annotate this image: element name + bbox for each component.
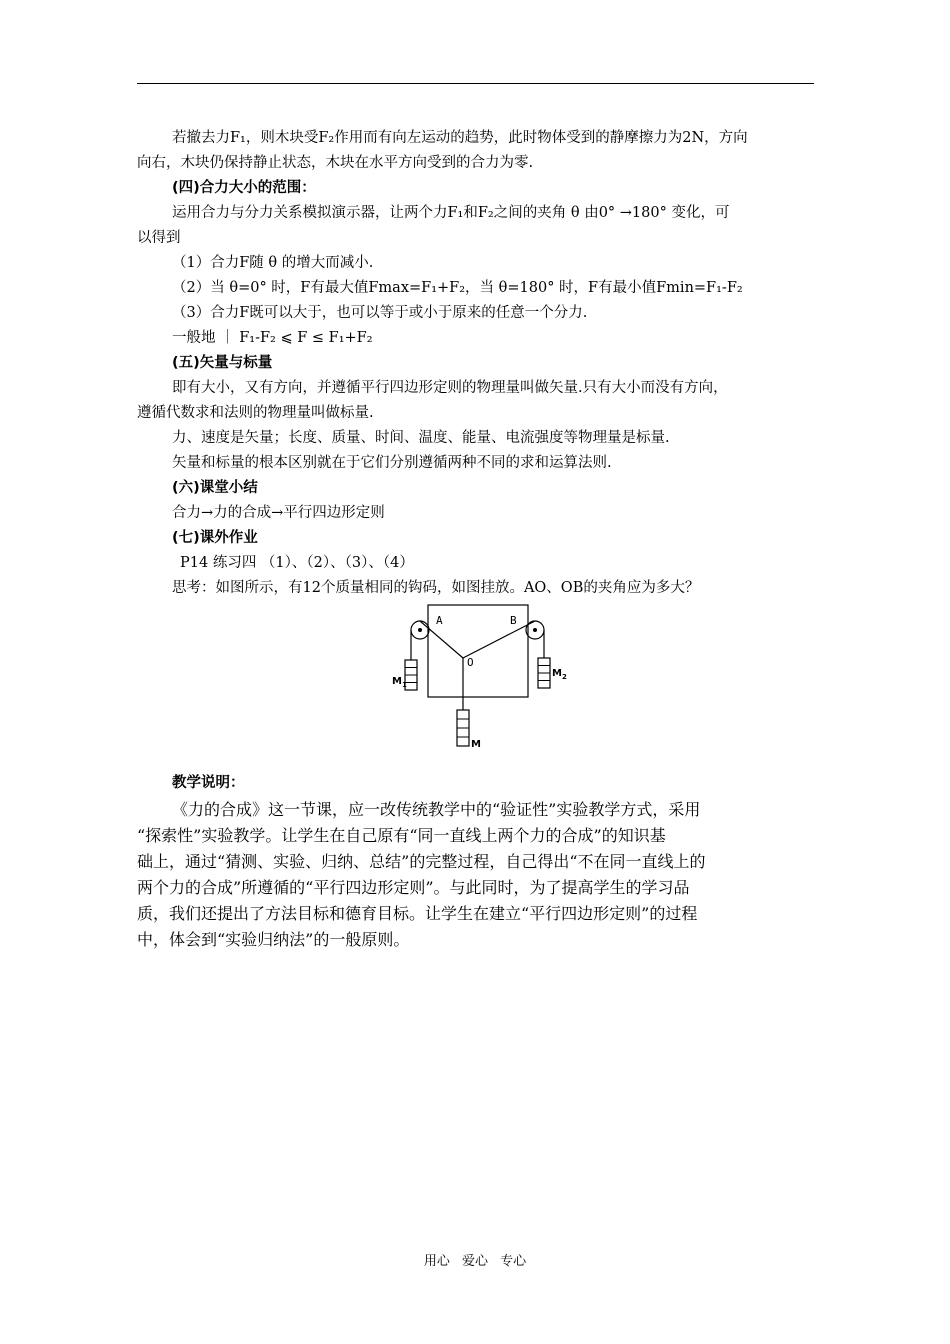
right-pulley-axle (533, 628, 537, 632)
notes-heading: 教学说明： (172, 775, 245, 791)
notes-line: 质，我们还提出了方法目标和德育目标。让学生在建立“平行四边形定则”的过程 (137, 904, 698, 923)
section-heading-7: (七)课外作业 (172, 530, 258, 546)
paragraph-line: 遵循代数求和法则的物理量叫做标量. (137, 405, 374, 421)
paragraph-line: 运用合力与分力关系模拟演示器，让两个力F₁和F₂之间的夹角 θ 由0° →180° 变化，可 (172, 205, 730, 221)
left-pulley-axle (418, 628, 422, 632)
page-footer: 用心 爱心 专心 (423, 1254, 527, 1269)
notes-line: 两个力的合成”所遵循的“平行四边形定则”。与此同时，为了提高学生的学习品 (137, 878, 690, 897)
rope-bo (463, 621, 535, 658)
notes-line: 中，体会到“实验归纳法”的一般原则。 (137, 930, 410, 949)
paragraph-line: 若撤去力F₁，则木块受F₂作用而有向左运动的趋势，此时物体受到的静摩擦力为2N，方向 (172, 130, 748, 146)
paragraph-line: 向右，木块仍保持静止状态，木块在水平方向受到的合力为零. (137, 155, 534, 171)
label-m: M (471, 739, 481, 750)
label-m1: $M_1$ (392, 676, 407, 689)
notes-line: 《力的合成》这一节课，应一改传统教学中的“验证性”实验教学方式，采用 (172, 800, 701, 819)
notes-line: 础上，通过“猜测、实验、归纳、总结”的完整过程，自己得出“不在同一直线上的 (137, 852, 706, 871)
summary-line: 合力→力的合成→平行四边形定则 (172, 505, 385, 521)
section-heading-5: (五)矢量与标量 (172, 355, 273, 371)
header-rule (137, 83, 814, 84)
question-line: 思考：如图所示，有12个质量相同的钩码，如图挂放。AO、OB的夹角应为多大？ (172, 580, 700, 596)
paragraph-line: 即有大小，又有方向，并遵循平行四边形定则的物理量叫做矢量.只有大小而没有方向， (172, 380, 728, 396)
notes-line: “探索性”实验教学。让学生在自己原有“同一直线上两个力的合成”的知识基 (137, 826, 666, 845)
list-item: （2）当 θ=0° 时，F有最大值Fmax=F₁+F₂，当 θ=180° 时，F有最小值Fmin=F₁-F₂ (172, 280, 743, 296)
weight-stack-m (457, 710, 469, 746)
label-o: O (467, 656, 474, 669)
label-a: A (436, 614, 443, 627)
formula-line: 一般地 ｜ F₁-F₂ ⩽ F ≤ F₁+F₂ (172, 330, 373, 346)
section-heading-6: (六)课堂小结 (172, 480, 258, 496)
list-item: （1）合力F随 θ 的增大而减小. (172, 255, 374, 271)
paragraph-line: 力、速度是矢量；长度、质量、时间、温度、能量、电流强度等物理量是标量. (172, 430, 670, 446)
list-item: （3）合力F既可以大于，也可以等于或小于原来的任意一个分力. (172, 305, 588, 321)
label-m2: $M_2$ (552, 668, 567, 681)
paragraph-line: 以得到 (137, 230, 181, 246)
homework-line: P14 练习四 （1）、（2）、（3）、（4） (180, 555, 414, 571)
label-b: B (510, 614, 517, 627)
paragraph-line: 矢量和标量的根本区别就在于它们分别遵循两种不同的求和运算法则. (172, 455, 612, 471)
section-heading-4: (四)合力大小的范围： (172, 180, 316, 196)
pulley-diagram (385, 600, 585, 750)
weight-stack-m2 (538, 658, 550, 688)
